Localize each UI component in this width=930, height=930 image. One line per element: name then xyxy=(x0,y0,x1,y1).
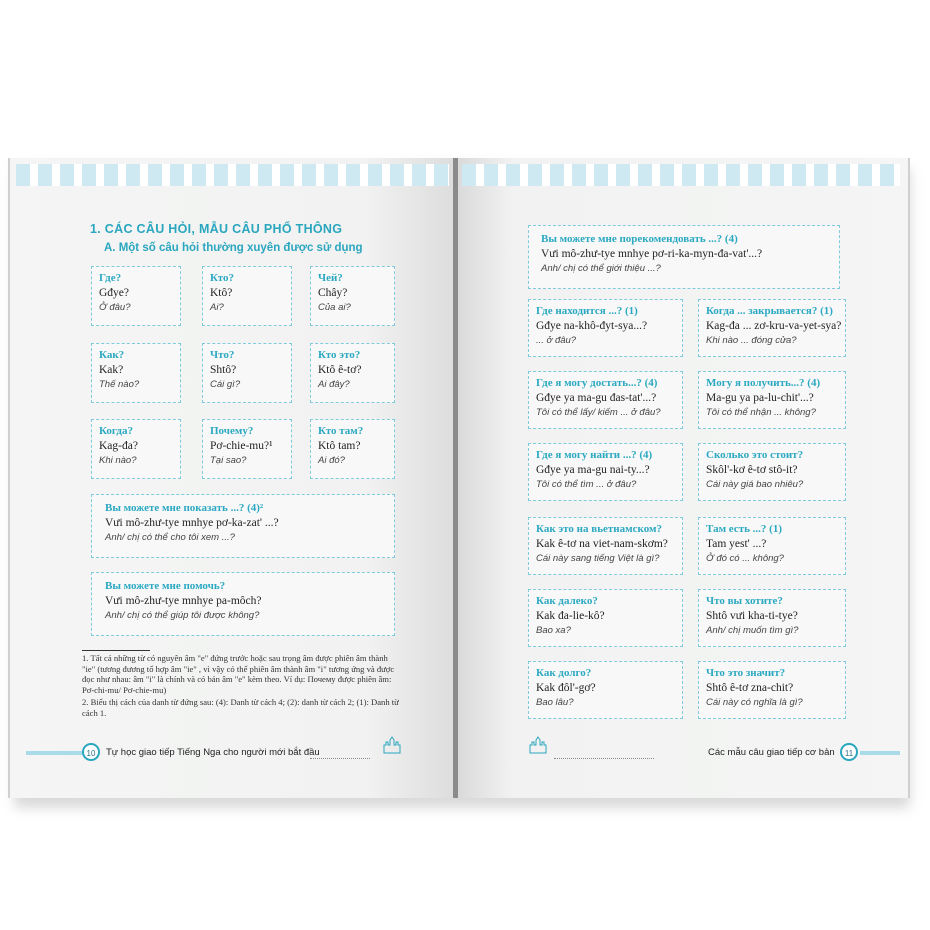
phrase-card xyxy=(202,343,292,403)
vietnamese-meaning: Khi nào? xyxy=(99,455,137,466)
russian-phrase: Вы можете мне помочь? xyxy=(105,580,226,592)
footer-dotted-line xyxy=(310,758,370,759)
vietnamese-meaning: Cái này giá bao nhiêu? xyxy=(706,479,804,490)
vietnamese-meaning: Bao xa? xyxy=(536,625,571,636)
vietnamese-meaning: Tại sao? xyxy=(210,455,247,466)
russian-phrase: Могу я получить...? (4) xyxy=(706,377,821,389)
footer-dotted-line xyxy=(554,758,654,759)
russian-phrase: Кто это? xyxy=(318,349,361,361)
transliteration: Chây? xyxy=(318,287,348,299)
russian-phrase: Где я могу достать...? (4) xyxy=(536,377,658,389)
page-number: 10 xyxy=(82,743,100,761)
russian-phrase: Как долго? xyxy=(536,667,592,679)
vietnamese-meaning: Bao lâu? xyxy=(536,697,574,708)
header-stripes xyxy=(462,164,900,186)
phrase-card xyxy=(528,443,683,501)
transliteration: Skôl'-kơ ê-tơ stô-it? xyxy=(706,464,798,476)
footnote-1: 1. Tất cả những từ có nguyên âm "e" đứng trước hoặc sau trọng âm được phiên âm thành "ie" (tương đương tổ hợp âm "ie" , vì vậy có thể phiên âm thành âm "i" tương ứng và được đọc như nhau: âm "i" là chính và có bán âm "e" kèm theo. Ví dụ: Почему được phiên âm: Pơ-chi-mu/ Pơ-chie-mu) xyxy=(82,653,395,695)
russian-phrase: Кто там? xyxy=(318,425,364,437)
phrase-card xyxy=(202,419,292,479)
open-book xyxy=(8,158,908,803)
vietnamese-meaning: Tôi có thể nhận ... không? xyxy=(706,407,816,418)
vietnamese-meaning: Anh/ chị muốn tìm gì? xyxy=(706,625,799,636)
vietnamese-meaning: Ai đó? xyxy=(318,455,345,466)
vietnamese-meaning: Cái này sang tiếng Việt là gì? xyxy=(536,553,660,564)
vietnamese-meaning: Anh/ chị có thể giới thiệu ...? xyxy=(541,263,661,274)
russian-phrase: Где? xyxy=(99,272,122,284)
russian-phrase: Где я могу найти ...? (4) xyxy=(536,449,653,461)
transliteration: Kak đôl'-gơ? xyxy=(536,682,596,694)
transliteration: Gđye ya ma-gu nai-ty...? xyxy=(536,464,650,476)
russian-phrase: Как? xyxy=(99,349,125,361)
castle-logo-icon xyxy=(528,736,548,754)
transliteration: Shtô? xyxy=(210,364,237,376)
phrase-card xyxy=(528,299,683,357)
footer-text: Các mẫu câu giao tiếp cơ bản xyxy=(708,747,835,758)
phrase-card xyxy=(91,419,181,479)
vietnamese-meaning: Ở đó có ... không? xyxy=(706,553,784,564)
transliteration: Kak? xyxy=(99,364,124,376)
russian-phrase: Как далеко? xyxy=(536,595,598,607)
left-page xyxy=(8,158,455,798)
phrase-card xyxy=(698,443,846,501)
phrase-card xyxy=(91,343,181,403)
phrase-card-wide xyxy=(91,572,395,636)
russian-phrase: Что это значит? xyxy=(706,667,786,679)
phrase-card xyxy=(698,371,846,429)
vietnamese-meaning: ... ở đâu? xyxy=(536,335,577,346)
transliteration: Ktô tam? xyxy=(318,440,361,452)
footer-bar xyxy=(26,751,84,755)
header-stripes xyxy=(16,164,449,186)
phrase-card-wide xyxy=(528,225,840,289)
footnote-divider xyxy=(82,650,150,651)
russian-phrase: Кто? xyxy=(210,272,234,284)
vietnamese-meaning: Tôi có thể lấy/ kiếm ... ở đâu? xyxy=(536,407,661,418)
transliteration: Kak ê-tơ na viet-nam-skơm? xyxy=(536,538,668,550)
vietnamese-meaning: Ai đây? xyxy=(318,379,350,390)
russian-phrase: Что? xyxy=(210,349,235,361)
vietnamese-meaning: Cái gì? xyxy=(210,379,241,390)
phrase-card xyxy=(202,266,292,326)
transliteration: Ma-gu ya pa-lu-chit'...? xyxy=(706,392,814,404)
transliteration: Kag-đa ... zơ-kru-va-yet-sya? xyxy=(706,320,842,332)
transliteration: Gđye na-khô-đyt-sya...? xyxy=(536,320,648,332)
russian-phrase: Вы можете мне показать ...? (4)² xyxy=(105,502,264,514)
russian-phrase: Сколько это стоит? xyxy=(706,449,804,461)
transliteration: Tam yest' ...? xyxy=(706,538,767,550)
vietnamese-meaning: Của ai? xyxy=(318,302,351,313)
russian-phrase: Что вы хотите? xyxy=(706,595,783,607)
phrase-card xyxy=(528,589,683,647)
transliteration: Gđye ya ma-gu đas-tat'...? xyxy=(536,392,657,404)
vietnamese-meaning: Ai? xyxy=(210,302,224,313)
subsection-title: A. Một số câu hỏi thường xuyên được sử dụng xyxy=(104,242,363,254)
castle-logo-icon xyxy=(382,736,402,754)
phrase-card xyxy=(91,266,181,326)
footnote-2: 2. Biểu thị cách của danh từ đứng sau: (4): Danh từ cách 4; (2): danh từ cách 2; (1): Danh từ cách 1. xyxy=(82,697,399,718)
vietnamese-meaning: Anh/ chị có thể giúp tôi được không? xyxy=(105,610,260,621)
russian-phrase: Там есть ...? (1) xyxy=(706,523,783,535)
transliteration: Kag-đa? xyxy=(99,440,138,452)
phrase-card-wide xyxy=(91,494,395,558)
russian-phrase: Когда? xyxy=(99,425,133,437)
transliteration: Kak đa-lie-kô? xyxy=(536,610,605,622)
vietnamese-meaning: Cái này có nghĩa là gì? xyxy=(706,697,803,708)
phrase-card xyxy=(528,661,683,719)
russian-phrase: Когда ... закрывается? (1) xyxy=(706,305,833,317)
phrase-card xyxy=(310,266,395,326)
vietnamese-meaning: Anh/ chị có thể cho tôi xem ...? xyxy=(105,532,235,543)
right-page xyxy=(458,158,910,798)
transliteration: Gđye? xyxy=(99,287,130,299)
section-title: 1. CÁC CÂU HỎI, MẪU CÂU PHỔ THÔNG xyxy=(90,222,343,236)
footnotes xyxy=(82,653,400,720)
footer-text: Tự học giao tiếp Tiếng Nga cho người mới bắt đầu xyxy=(106,747,320,758)
russian-phrase: Вы можете мне порекомендовать ...? (4) xyxy=(541,233,738,245)
vietnamese-meaning: Khi nào ... đóng cửa? xyxy=(706,335,797,346)
phrase-card xyxy=(310,343,395,403)
transliteration: Vưi mô-zhư-tye mnhye pơ-ri-ka-myn-đa-vat'...? xyxy=(541,248,763,260)
vietnamese-meaning: Thế nào? xyxy=(99,379,140,390)
transliteration: Vưi mô-zhư-tye mnhye pa-môch? xyxy=(105,595,262,607)
russian-phrase: Почему? xyxy=(210,425,254,437)
phrase-card xyxy=(698,517,846,575)
transliteration: Shtô ê-tơ zna-chit? xyxy=(706,682,794,694)
russian-phrase: Как это на вьетнамском? xyxy=(536,523,663,535)
phrase-card xyxy=(528,371,683,429)
transliteration: Vưi mô-zhư-tye mnhye pơ-ka-zat' ...? xyxy=(105,517,279,529)
vietnamese-meaning: Ở đâu? xyxy=(99,302,131,313)
transliteration: Shtô vưi kha-ti-tye? xyxy=(706,610,798,622)
russian-phrase: Чей? xyxy=(318,272,343,284)
transliteration: Ktô ê-tơ? xyxy=(318,364,362,376)
phrase-card xyxy=(698,589,846,647)
vietnamese-meaning: Tôi có thể tìm ... ở đâu? xyxy=(536,479,637,490)
transliteration: Ktô? xyxy=(210,287,233,299)
page-number: 11 xyxy=(840,743,858,761)
phrase-card xyxy=(698,661,846,719)
russian-phrase: Где находится ...? (1) xyxy=(536,305,638,317)
footer-bar xyxy=(860,751,900,755)
phrase-card xyxy=(528,517,683,575)
phrase-card xyxy=(310,419,395,479)
phrase-card xyxy=(698,299,846,357)
transliteration: Pơ-chie-mu?¹ xyxy=(210,440,273,452)
